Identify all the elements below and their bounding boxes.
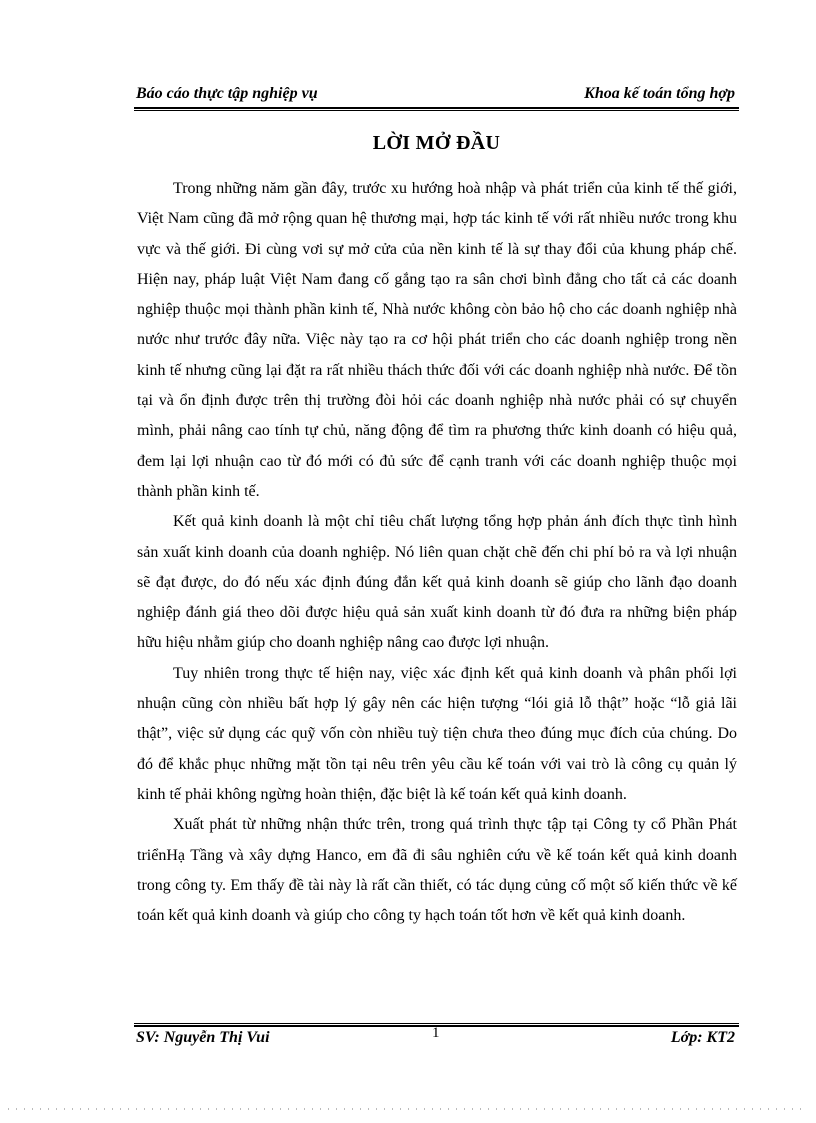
- page-footer: [134, 1025, 739, 1051]
- paragraph: Xuất phát từ những nhận thức trên, trong quá trình thực tập tại Công ty cổ Phần Phát triểnHạ Tầng và xây dựng Hanco, em đã đi sâu nghiên cứu về kế toán kết quả kinh doanh trong công ty. Em thấy đề tài này là rất cần thiết, có tác dụng củng cố một số kiến thức về kế toán kết quả kinh doanh và giúp cho công ty hạch toán tốt hơn về kết quả kinh doanh.: [137, 816, 737, 925]
- page-title: LỜI MỞ ĐẦU: [372, 132, 501, 154]
- page-edge-marks: [8, 1108, 808, 1110]
- page-header: [134, 80, 739, 106]
- footer-student-name: SV: Nguyễn Thị Vui: [136, 1029, 270, 1046]
- paragraph: Kết quả kinh doanh là một chỉ tiêu chất lượng tổng hợp phản ánh đích thực tình hình sản xuất kinh doanh của doanh nghiệp. Nó liên quan chặt chẽ đến chi phí bỏ ra và lợi nhuận sẽ đạt được, do đó nếu xác định đúng đắn kết quả kinh doanh sẽ giúp cho lãnh đạo doanh nghiệp đánh giá theo dõi được hiệu quả sản xuất kinh doanh từ đó đưa ra những biện pháp hữu hiệu nhằm giúp cho doanh nghiệp nâng cao được lợi nhuận.: [137, 513, 737, 652]
- paragraph: Tuy nhiên trong thực tế hiện nay, việc xác định kết quả kinh doanh và phân phối lợi nhuận cũng còn nhiều bất hợp lý gây nên các hiện tượng “lói giả lỗ thật” hoặc “lỗ giả lãi thật”, việc sử dụng các quỹ vốn còn nhiều tuỳ tiện chưa theo đúng mục đích của chúng. Do đó để khắc phục những mặt tồn tại nêu trên yêu cầu kế toán với vai trò là công cụ quản lý kinh tế phải không ngừng hoàn thiện, đặc biệt là kế toán kết quả kinh doanh.: [137, 664, 737, 803]
- page-number: 1: [432, 1025, 440, 1041]
- header-divider-thin: [134, 110, 739, 111]
- footer-divider-thin: [134, 1023, 739, 1024]
- header-department: Khoa kế toán tổng hợp: [584, 85, 735, 102]
- header-divider: [134, 107, 739, 109]
- footer-class: Lớp: KT2: [670, 1029, 735, 1046]
- body-text: [137, 174, 737, 931]
- header-report-title: Báo cáo thực tập nghiệp vụ: [136, 85, 318, 102]
- paragraph: Trong những năm gần đây, trước xu hướng hoà nhập và phát triển của kinh tế thế giới, Việt Nam cũng đã mở rộng quan hệ thương mại, hợp tác kinh tế với rất nhiều nước trong khu vực và thế giới. Đi cùng vơi sự mở cửa của nền kinh tế là sự thay đổi của khung pháp chế. Hiện nay, pháp luật Việt Nam đang cố gắng tạo ra sân chơi bình đẳng cho tất cả các doanh nghiệp thuộc mọi thành phần kinh tế, Nhà nước không còn bảo hộ cho các doanh nghiệp nhà nước như trước đây nữa. Việc này tạo ra cơ hội phát triển cho các doanh nghiệp trong nền kinh tế nhưng cũng lại đặt ra rất nhiều thách thức đối với các doanh nghiệp nhà nước. Để tồn tại và ổn định được trên thị trường đòi hỏi các doanh nghiệp nhà nước phải có sự chuyển mình, phải nâng cao tính tự chủ, năng động để tìm ra phương thức kinh doanh có hiệu quả, đem lại lợi nhuận cao từ đó mới có đủ sức để cạnh tranh với các doanh nghiệp thuộc mọi thành phần kinh tế.: [137, 180, 737, 500]
